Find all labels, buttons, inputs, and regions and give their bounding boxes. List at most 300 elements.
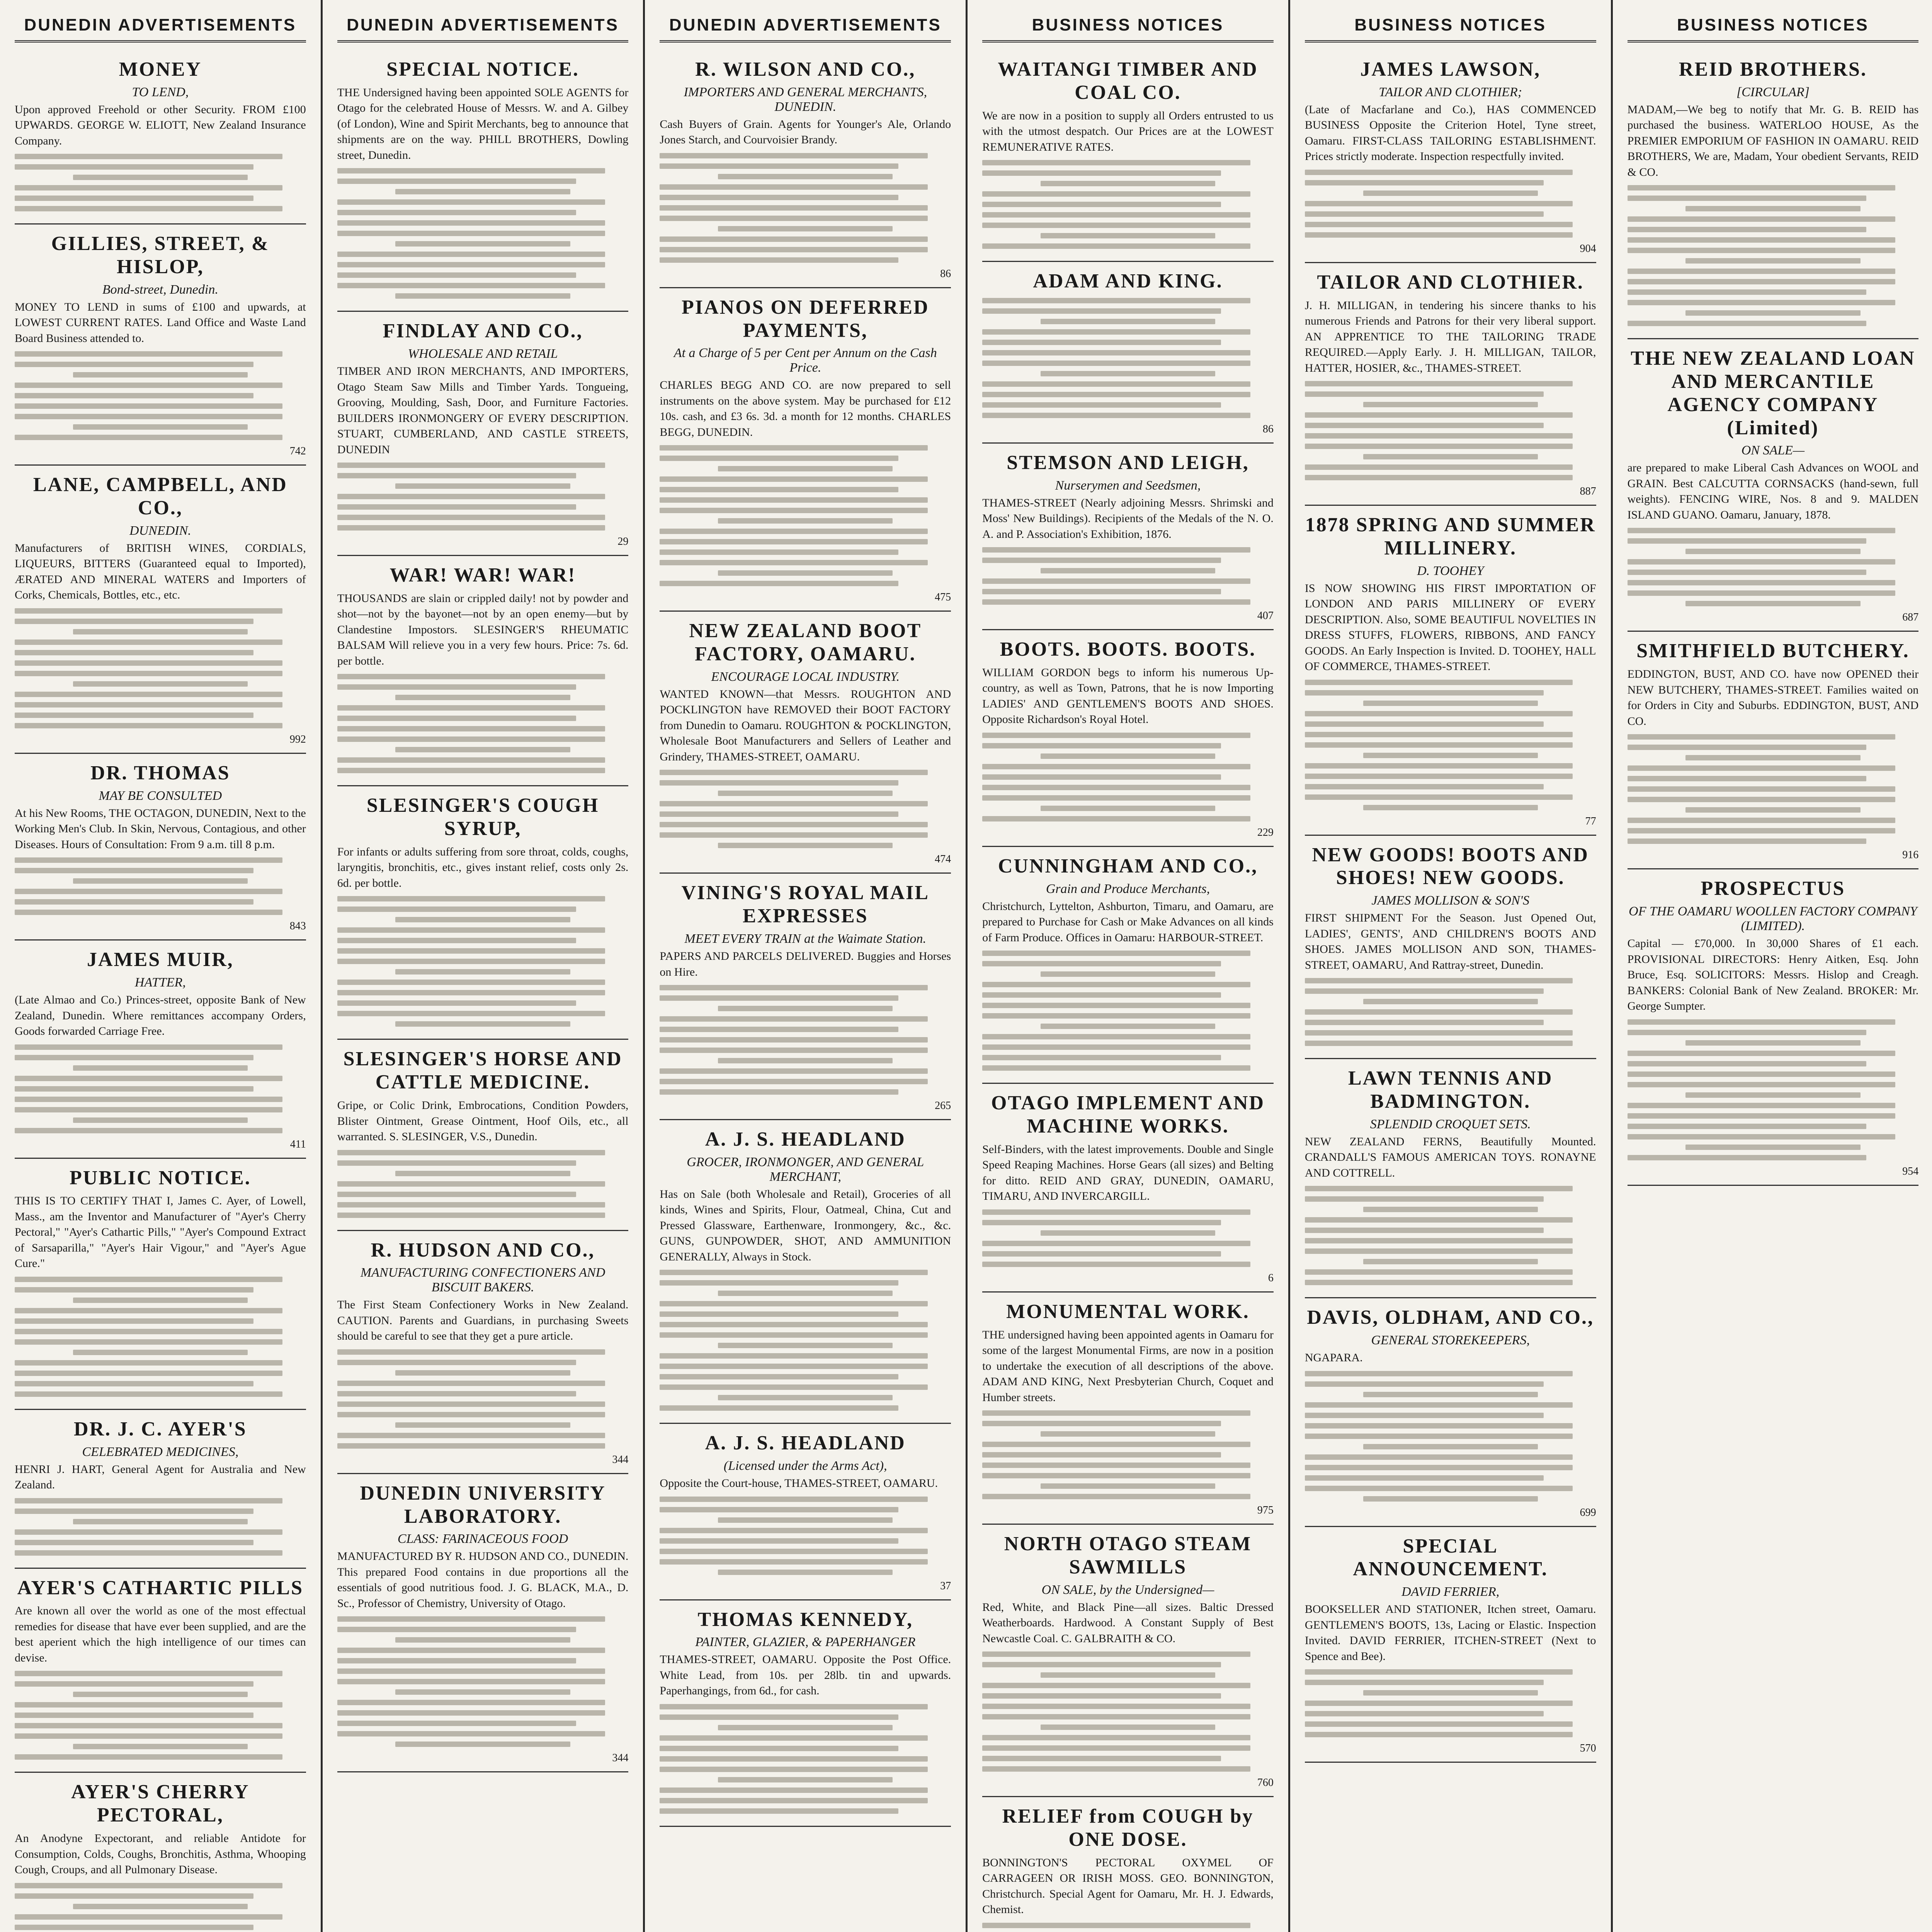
text-line xyxy=(1305,978,1573,983)
ad-body: TIMBER AND IRON MERCHANTS, AND IMPORTERS, Otago Steam Saw Mills and Timber Yards. Tongueing, Grooving, Moulding, Sash, Door, and Furniture Factories. BUILDERS IRONMONGERY OF EVERY DESCRIPTION. STUART, CUMBERLAND, AND CASTLE STREETS, DUNEDIN xyxy=(337,365,629,456)
text-line xyxy=(982,1766,1250,1772)
text-line xyxy=(337,210,576,215)
text-line xyxy=(982,992,1221,998)
ad-text-lines xyxy=(982,733,1274,821)
text-line xyxy=(15,1509,253,1514)
ad-number: 954 xyxy=(1902,1165,1919,1177)
text-line xyxy=(982,170,1221,176)
text-line xyxy=(1305,732,1573,737)
ad-text-lines xyxy=(982,160,1274,249)
text-line xyxy=(15,889,282,894)
text-line xyxy=(73,372,248,378)
text-line xyxy=(660,476,927,482)
text-line xyxy=(1628,1061,1866,1066)
text-line xyxy=(982,1494,1250,1499)
text-line xyxy=(1628,1071,1895,1077)
text-line xyxy=(982,1003,1250,1008)
text-line xyxy=(1628,1134,1895,1139)
text-line xyxy=(982,951,1250,956)
text-line xyxy=(337,525,605,531)
ad-body: THAMES-STREET, OAMARU. Opposite the Post Office. White Lead, from 10s. per 28lb. tin and upwards. Paperhangings, from 6d., for cash. xyxy=(660,1653,951,1697)
ad-number: 742 xyxy=(289,445,306,457)
ad-body: (Late Almao and Co.) Princes-street, opposite Bank of New Zealand, Dunedin. Where remittances accompany Orders, Goods forwarded Carriage Free. xyxy=(15,993,306,1038)
column-4 xyxy=(968,0,1290,1932)
text-line xyxy=(660,770,927,775)
text-line xyxy=(1628,1030,1866,1035)
text-line xyxy=(1685,206,1860,211)
text-line xyxy=(1685,807,1860,813)
text-line xyxy=(1628,797,1895,802)
ad-subtitle: JAMES MOLLISON & SON'S xyxy=(1371,893,1530,908)
ad-body: Red, White, and Black Pine—all sizes. Baltic Dressed Weatherboards. Hardwood. A Constant Supply of Best Newcastle Coal. C. GALBRAITH & CO. xyxy=(982,1600,1274,1645)
text-line xyxy=(337,1700,605,1705)
text-line xyxy=(1628,838,1866,844)
ad-body: IS NOW SHOWING HIS FIRST IMPORTATION OF LONDON AND PARIS MILLINERY OF EVERY DESCRIPTION. Also, SOME BEAUTIFUL NOVELTIES IN DRESS STUFFS, FLOWERS, RIBBONS, AND FANCY GOODS. An Early Inspection is Invited. D. TOOHEY, HALL OF COMMERCE, THAMES-STREET. xyxy=(1304,582,1596,673)
ad-subtitle: GROCER, IRONMONGER, AND GENERAL MERCHANT, xyxy=(687,1155,924,1184)
text-line xyxy=(73,1065,248,1071)
text-line xyxy=(337,1721,576,1726)
ad-title: NEW GOODS! BOOTS AND SHOES! NEW GOODS. xyxy=(1312,844,1589,889)
ad-title: NORTH OTAGO STEAM SAWMILLS xyxy=(1004,1533,1252,1578)
ad-text-lines xyxy=(1305,1186,1596,1285)
text-line xyxy=(718,518,893,524)
text-line xyxy=(73,1692,248,1697)
text-line xyxy=(15,723,282,728)
ad-title: THOMAS KENNEDY, xyxy=(697,1608,913,1631)
text-line xyxy=(337,168,605,173)
text-line xyxy=(660,508,927,513)
ad-number: 86 xyxy=(1262,423,1274,435)
text-line xyxy=(660,1311,898,1317)
text-line xyxy=(1685,755,1860,760)
text-line xyxy=(395,1171,570,1176)
text-line xyxy=(395,1689,570,1695)
text-line xyxy=(660,1384,927,1390)
text-line xyxy=(1628,734,1895,740)
text-line xyxy=(982,243,1250,249)
advertisement xyxy=(15,1773,306,1932)
text-line xyxy=(73,681,248,687)
text-line xyxy=(337,494,605,499)
text-line xyxy=(337,179,576,184)
advertisement xyxy=(982,50,1274,262)
advertisement xyxy=(15,940,306,1158)
ad-title: THE NEW ZEALAND LOAN AND MERCANTILE AGENCY COMPANY (Limited) xyxy=(1631,347,1915,439)
text-line xyxy=(1363,1207,1538,1212)
advertisement xyxy=(1305,1059,1596,1298)
text-line xyxy=(1305,222,1573,227)
text-line xyxy=(337,980,605,985)
advertisement xyxy=(1628,50,1919,339)
text-line xyxy=(660,1549,927,1554)
ad-subtitle: D. TOOHEY xyxy=(1417,563,1484,578)
text-line xyxy=(982,1923,1250,1928)
text-line xyxy=(395,1637,570,1643)
ad-number: 344 xyxy=(612,1453,629,1466)
text-line xyxy=(660,487,898,492)
ad-title: TAILOR AND CLOTHIER. xyxy=(1317,271,1584,293)
text-line xyxy=(1305,201,1573,206)
ad-number: 992 xyxy=(289,733,306,745)
text-line xyxy=(1628,1113,1895,1119)
ad-text-lines xyxy=(15,154,306,211)
text-line xyxy=(1305,232,1573,238)
advertisement xyxy=(337,556,629,786)
text-line xyxy=(15,671,282,676)
text-line xyxy=(337,705,605,711)
ad-title: NEW ZEALAND BOOT FACTORY, OAMARU. xyxy=(689,620,922,665)
ad-body: Cash Buyers of Grain. Agents for Younger's Ale, Orlando Jones Starch, and Courvoisier Brandy. xyxy=(660,117,951,146)
text-line xyxy=(15,1329,282,1334)
text-line xyxy=(15,1550,282,1556)
text-line xyxy=(337,1213,605,1218)
text-line xyxy=(1305,1196,1544,1202)
text-line xyxy=(15,393,253,398)
text-line xyxy=(660,1714,898,1720)
ad-number: 265 xyxy=(935,1100,951,1112)
ad-body: are prepared to make Liberal Cash Advances on WOOL and GRAIN. Best CALCUTTA CORNSACKS (hand-sewn, full weights). FENCING WIRE, Nos. 8 and 9. MALDEN ISLAND GUANO. Oamaru, January, 1878. xyxy=(1627,461,1919,521)
ad-text-lines xyxy=(1305,1371,1596,1502)
text-line xyxy=(15,1287,253,1293)
text-line xyxy=(1305,690,1544,696)
text-line xyxy=(1628,216,1895,222)
ad-number: 229 xyxy=(1257,826,1274,838)
ad-subtitle: [CIRCULAR] xyxy=(1736,85,1810,99)
ad-subtitle: ON SALE, by the Undersigned— xyxy=(1041,1582,1214,1597)
text-line xyxy=(982,1013,1250,1019)
text-line xyxy=(337,272,576,278)
text-line xyxy=(718,1006,893,1011)
text-line xyxy=(660,1048,927,1053)
text-line xyxy=(1041,971,1215,977)
text-line xyxy=(718,1517,893,1523)
text-line xyxy=(337,1627,576,1632)
ad-body: BONNINGTON'S PECTORAL OXYMEL OF CARRAGEEN OR IRISH MOSS. GEO. BONNINGTON, Christchurch. Special Agent for Oamaru, Mr. H. J. Edwards, Chemist. xyxy=(982,1856,1274,1916)
text-line xyxy=(660,1374,898,1379)
text-line xyxy=(1305,1680,1544,1685)
text-line xyxy=(982,1704,1250,1709)
text-line xyxy=(982,329,1250,335)
text-line xyxy=(1305,1217,1573,1223)
ad-title: JAMES LAWSON, xyxy=(1360,58,1541,80)
text-line xyxy=(1363,402,1538,407)
ad-text-lines xyxy=(982,1923,1274,1932)
ad-subtitle: SPLENDID CROQUET SETS. xyxy=(1370,1117,1531,1131)
ad-text-lines xyxy=(660,445,951,586)
advertisement xyxy=(337,1231,629,1474)
text-line xyxy=(15,1381,253,1386)
text-line xyxy=(982,413,1250,418)
advertisement xyxy=(15,1410,306,1569)
text-line xyxy=(337,1160,576,1166)
text-line xyxy=(982,1473,1250,1478)
text-line xyxy=(1305,1434,1573,1439)
text-line xyxy=(395,241,570,247)
advertisement xyxy=(982,847,1274,1084)
text-line xyxy=(1685,310,1860,316)
text-line xyxy=(395,1370,570,1376)
text-line xyxy=(73,175,248,180)
text-line xyxy=(982,1452,1221,1458)
text-line xyxy=(15,1754,282,1760)
column-2 xyxy=(323,0,645,1932)
text-line xyxy=(982,1241,1250,1246)
ad-body: At his New Rooms, THE OCTAGON, DUNEDIN, Next to the Working Men's Club. In Skin, Nervous, Contagious, and other Diseases. Hours of Consultation: From 9 a.m. till 8 p.m. xyxy=(15,806,306,851)
text-line xyxy=(1628,227,1866,232)
ad-subtitle: DAVID FERRIER, xyxy=(1401,1585,1500,1599)
text-line xyxy=(1363,701,1538,706)
ad-title: A. J. S. HEADLAND xyxy=(705,1432,906,1454)
text-line xyxy=(15,1308,282,1313)
advertisement xyxy=(337,312,629,556)
advertisement xyxy=(15,50,306,224)
ad-body: CHARLES BEGG AND CO. are now prepared to sell instruments on the above system. May be purchased for £12 10s. cash, and £3 6s. 3d. a month for 12 months. CHARLES BEGG, DUNEDIN. xyxy=(660,379,951,439)
text-line xyxy=(337,515,605,520)
text-line xyxy=(660,811,898,817)
text-line xyxy=(660,1301,927,1306)
text-line xyxy=(15,1681,253,1687)
text-line xyxy=(1628,1019,1895,1025)
text-line xyxy=(660,153,927,158)
text-line xyxy=(982,1055,1221,1060)
ad-number: 887 xyxy=(1580,485,1596,498)
ad-subtitle: GENERAL STOREKEEPERS, xyxy=(1371,1333,1530,1348)
ad-title: DR. THOMAS xyxy=(90,762,230,784)
advertisement xyxy=(15,224,306,466)
text-line xyxy=(718,791,893,796)
advertisement xyxy=(15,466,306,754)
advertisement xyxy=(337,1040,629,1231)
text-line xyxy=(1628,269,1895,274)
ad-number: 474 xyxy=(935,853,951,866)
text-line xyxy=(15,1076,282,1081)
text-line xyxy=(660,1735,927,1741)
text-line xyxy=(982,1034,1250,1039)
text-line xyxy=(1363,999,1538,1004)
text-line xyxy=(1685,258,1860,264)
text-line xyxy=(1041,753,1215,759)
text-line xyxy=(337,896,605,901)
text-line xyxy=(337,726,605,731)
text-line xyxy=(1363,454,1538,459)
text-line xyxy=(337,1192,576,1197)
ad-body: Christchurch, Lyttelton, Ashburton, Timaru, and Oamaru, are prepared to Purchase for Cash or Make Advances on all kinds of Farm Produce. Offices in Oamaru: HARBOUR-STREET. xyxy=(982,900,1274,944)
text-line xyxy=(660,247,927,252)
text-line xyxy=(337,674,605,679)
text-line xyxy=(337,1000,576,1006)
text-line xyxy=(982,1735,1250,1740)
ad-title: RELIEF from COUGH by ONE DOSE. xyxy=(1002,1805,1254,1851)
ad-subtitle: IMPORTERS AND GENERAL MERCHANTS, DUNEDIN. xyxy=(684,85,927,114)
text-line xyxy=(1363,805,1538,810)
text-line xyxy=(982,733,1250,738)
text-line xyxy=(660,560,927,565)
ad-body: J. H. MILLIGAN, in tendering his sincere thanks to his numerous Friends and Patrons for their very liberal support. AN APPRENTICE TO THE TAILORING TRADE REQUIRED.—Apply Early. J. H. MILLIGAN, TAILOR, HATTER, HOSIER, &c., THAMES-STREET. xyxy=(1304,299,1596,374)
text-line xyxy=(15,910,282,915)
text-line xyxy=(337,1658,576,1663)
text-line xyxy=(15,868,253,873)
text-line xyxy=(395,969,570,975)
text-line xyxy=(982,402,1221,408)
ad-title: AYER'S CATHARTIC PILLS xyxy=(17,1577,304,1599)
advertisement xyxy=(982,444,1274,630)
text-line xyxy=(660,985,927,990)
text-line xyxy=(718,1725,893,1730)
ad-body: HENRI J. HART, General Agent for Australia and New Zealand. xyxy=(15,1463,306,1492)
ad-text-lines xyxy=(15,1671,306,1760)
advertisement xyxy=(337,50,629,312)
text-line xyxy=(1628,559,1895,565)
ad-title: R. HUDSON AND CO., xyxy=(371,1239,595,1261)
text-line xyxy=(1305,1228,1544,1233)
column-header: BUSINESS NOTICES xyxy=(1628,12,1919,43)
text-line xyxy=(337,1391,576,1396)
text-line xyxy=(1305,211,1544,217)
text-line xyxy=(1305,1381,1544,1387)
ad-title: WAR! WAR! WAR! xyxy=(389,564,576,587)
text-line xyxy=(1628,237,1895,243)
text-line xyxy=(660,1089,898,1095)
text-line xyxy=(337,1731,605,1736)
text-line xyxy=(982,1209,1250,1215)
ad-text-lines xyxy=(337,674,629,773)
text-line xyxy=(337,252,605,257)
text-line xyxy=(15,351,282,357)
text-line xyxy=(1305,1701,1573,1706)
text-line xyxy=(395,1422,570,1428)
text-line xyxy=(1305,1371,1573,1376)
text-line xyxy=(660,1559,927,1565)
text-line xyxy=(1305,1454,1573,1460)
text-line xyxy=(1305,711,1573,716)
ad-title: DUNEDIN UNIVERSITY LABORATORY. xyxy=(360,1482,606,1527)
text-line xyxy=(73,1519,248,1524)
text-line xyxy=(660,1068,927,1074)
text-line xyxy=(1628,818,1895,823)
ad-subtitle: At a Charge of 5 per Cent per Annum on the Cash Price. xyxy=(673,346,937,375)
text-line xyxy=(337,948,605,954)
text-line xyxy=(15,1360,282,1366)
text-line xyxy=(337,959,605,964)
text-line xyxy=(15,1529,282,1535)
ad-subtitle: Grain and Produce Merchants, xyxy=(1046,881,1210,896)
advertisement xyxy=(660,50,951,288)
ad-subtitle: MANUFACTURING CONFECTIONERS AND BISCUIT BAKERS. xyxy=(360,1265,605,1295)
text-line xyxy=(660,195,898,200)
text-line xyxy=(660,1704,927,1709)
text-line xyxy=(660,236,927,242)
ad-body: THIS IS TO CERTIFY THAT I, James C. Ayer, of Lowell, Mass., am the Inventor and Manufacturer of "Ayer's Cherry Pectoral," "Ayer's Cathartic Pills," "Ayer's Compound Extract of Sarsaparilla," "Ayer's Hair Vigour," and "Ayer's Ague Cure." xyxy=(15,1194,306,1270)
text-line xyxy=(1041,1672,1215,1678)
text-line xyxy=(15,1128,282,1133)
ad-number: 699 xyxy=(1580,1506,1596,1519)
text-line xyxy=(15,608,282,614)
ad-title: 1878 SPRING AND SUMMER MILLINERY. xyxy=(1305,514,1596,559)
text-line xyxy=(660,1746,898,1751)
ad-text-lines xyxy=(1305,170,1596,238)
ad-body: Gripe, or Colic Drink, Embrocations, Condition Powders, Blister Ointment, Grease Ointment, Hoof Oils, etc., all warranted. S. SLESINGER, V.S., Dunedin. xyxy=(337,1099,629,1143)
text-line xyxy=(1628,1103,1895,1108)
advertisement xyxy=(1628,632,1919,869)
text-line xyxy=(1628,196,1866,201)
ad-body: BOOKSELLER AND STATIONER, Itchen street, Oamaru. GENTLEMEN'S BOOTS, 13s, Lacing or Elastic. Inspection Invited. DAVID FERRIER, ITCHEN-STREET (Next to Spence and Bee). xyxy=(1304,1603,1596,1663)
text-line xyxy=(15,1733,282,1739)
text-line xyxy=(982,308,1221,314)
ad-title: R. WILSON AND CO., xyxy=(695,58,916,80)
text-line xyxy=(982,961,1221,966)
text-line xyxy=(718,226,893,231)
ad-subtitle: (Licensed under the Arms Act), xyxy=(723,1459,887,1473)
text-line xyxy=(660,445,927,451)
text-line xyxy=(15,1925,253,1930)
text-line xyxy=(1305,721,1544,727)
ad-number: 475 xyxy=(935,591,951,604)
ad-title: LANE, CAMPBELL, AND CO., xyxy=(33,474,287,519)
text-line xyxy=(1305,433,1573,439)
ad-text-lines xyxy=(1628,734,1919,844)
text-line xyxy=(982,1745,1250,1751)
text-line xyxy=(1305,1041,1573,1046)
text-line xyxy=(337,757,605,763)
text-line xyxy=(1305,170,1573,175)
ad-subtitle: DUNEDIN. xyxy=(129,523,191,538)
ad-text-lines xyxy=(337,463,629,531)
ad-body: MANUFACTURED BY R. HUDSON AND CO., DUNEDIN. This prepared Food contains in due proportions all the essentials of good nutritious food. J. G. BLACK, M.A., D. Sc., Professor of Chemistry, University of Otago. xyxy=(337,1550,629,1610)
text-line xyxy=(660,1787,927,1793)
advertisement xyxy=(660,1600,951,1827)
text-line xyxy=(337,1648,605,1653)
ad-text-lines xyxy=(660,1270,951,1411)
ad-subtitle: MEET EVERY TRAIN at the Waimate Station. xyxy=(684,932,927,946)
text-line xyxy=(1041,1431,1215,1437)
text-line xyxy=(73,1117,248,1123)
ad-text-lines xyxy=(15,1883,306,1932)
text-line xyxy=(660,1767,927,1772)
text-line xyxy=(337,716,576,721)
text-line xyxy=(660,539,927,544)
text-line xyxy=(1041,233,1215,238)
text-line xyxy=(15,403,282,409)
ad-body: WANTED KNOWN—that Messrs. ROUGHTON AND POCKLINGTON have REMOVED their BOOT FACTORY from Dunedin to Oamaru. ROUGHTON & POCKLINGTON, Wholesale Boot Manufacturers and Sellers of Leather and Grindery, THAMES-STREET, OAMARU. xyxy=(660,687,951,763)
text-line xyxy=(660,1405,898,1411)
text-line xyxy=(15,1107,282,1112)
text-line xyxy=(1305,464,1573,470)
ad-body: Has on Sale (both Wholesale and Retail), Groceries of all kinds, Wines and Spirits, Flour, Oatmeal, China, Cut and Pressed Glassware, Earthenware, Ironmongery, &c., &c. GUNS, GUNPOWDER, SHOT, AND AMMUNITION GENERALLY, Always in Stock. xyxy=(660,1187,951,1263)
text-line xyxy=(73,1350,248,1355)
ad-title: DAVIS, OLDHAM, AND CO., xyxy=(1307,1306,1594,1329)
ad-text-lines xyxy=(15,1277,306,1397)
ad-title: PIANOS ON DEFERRED PAYMENTS, xyxy=(682,296,929,342)
ad-title: WAITANGI TIMBER AND COAL CO. xyxy=(998,58,1258,104)
text-line xyxy=(660,581,898,586)
text-line xyxy=(1305,1238,1573,1243)
ad-title: SMITHFIELD BUTCHERY. xyxy=(1636,640,1910,662)
text-line xyxy=(1628,279,1895,284)
text-line xyxy=(982,1251,1221,1257)
text-line xyxy=(718,1058,893,1063)
text-line xyxy=(660,205,927,211)
text-line xyxy=(15,1339,282,1345)
text-line xyxy=(1628,1082,1895,1087)
text-line xyxy=(1305,444,1573,449)
ad-title: MONEY xyxy=(119,58,202,80)
text-line xyxy=(718,570,893,576)
ad-text-lines xyxy=(1305,978,1596,1046)
advertisement xyxy=(1305,263,1596,506)
advertisement xyxy=(660,1424,951,1600)
text-line xyxy=(15,1723,282,1728)
ad-title: VINING'S ROYAL MAIL EXPRESSES xyxy=(681,882,930,927)
